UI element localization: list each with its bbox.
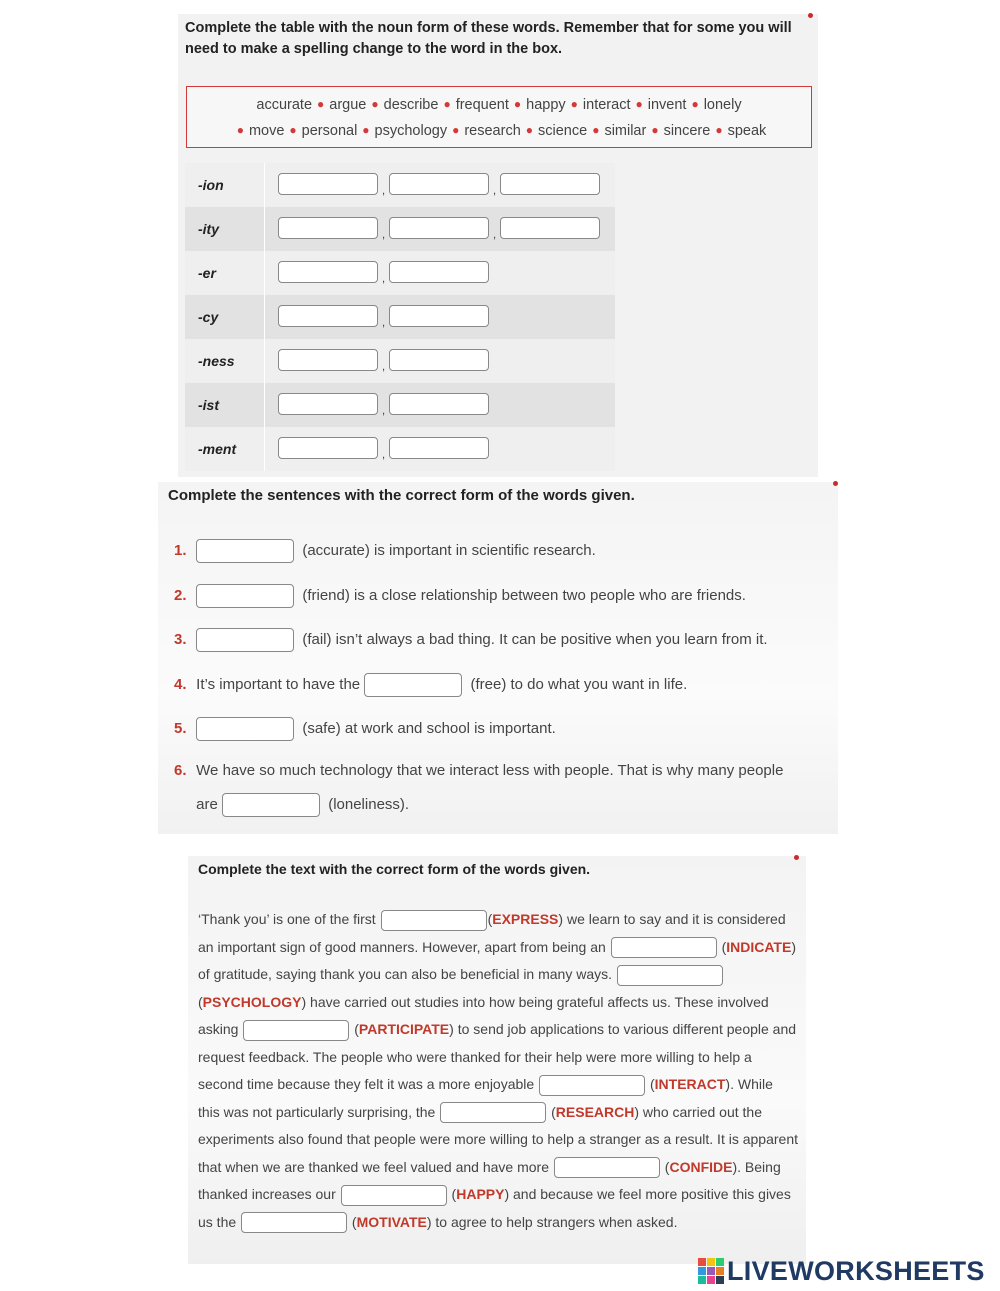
word-bank-word: describe [383,97,439,113]
answer-blank[interactable] [389,393,489,415]
gap-fill-text: ‘Thank you’ is one of the first (EXPRESS) we learn to say and it is considered an important sign of good manners. However, apart from being an (INDICATE) of gratitude, saying thank you can also be beneficial in many ways. (PSYCHOLOGY) have carried out studies into how being grateful affects us. These involved asking (PARTICIPATE) to send job applications to various different people and request feedback. The people who were thanked for their help were more willing to help a second time because they felt it was a more enjoyable (INTERACT). While this was not particularly surprising, the (RESEARCH) who carried out the experiments also found that people were more willing to help a stranger as a result. It is apparent that when we are thanked we feel valued and have more (CONFIDE). Being thanked increases our (HAPPY) and because we feel more positive this gives us the (MOTIVATE) to agree to help strangers when asked. [198,906,798,1236]
sentence-text: (loneliness). [328,795,410,813]
bullet-icon: ● [452,123,460,137]
text-segment: have carried out studies into how being grateful affects us. These involved asking [198,993,769,1037]
suffix-row [185,163,615,207]
keyword: RESEARCH [555,1103,635,1120]
sentence-4 [174,673,687,697]
separator: , [381,227,386,242]
sentence-5 [174,717,556,741]
suffix-row [185,295,615,339]
suffix-answers [265,163,616,207]
suffix-row [185,383,615,427]
sentence-text: We have so much technology that we interact less with people. That is why many people [196,762,784,779]
keyword: PARTICIPATE [358,1021,450,1037]
word-bank-word: speak [727,123,767,139]
answer-blank[interactable] [222,793,320,817]
word-bank-word: accurate [256,97,313,113]
answer-blank[interactable] [389,173,489,195]
suffix-answers [265,207,616,251]
keyword: CONFIDE [669,1158,733,1175]
sentence-3 [174,628,768,652]
word-bank-word: argue [329,97,367,113]
sentence-text: (friend) is a close relationship between two people who are friends. [302,586,746,604]
suffix-row [185,251,615,295]
answer-blank[interactable] [241,1212,347,1233]
answer-blank[interactable] [539,1075,645,1096]
sentence-text: (accurate) is important in scientific research. [302,541,596,559]
answer-blank[interactable] [243,1020,349,1041]
word-bank-word: interact [582,97,631,113]
answer-blank[interactable] [381,910,487,931]
suffix-row [185,339,615,383]
word-bank-word: science [538,123,588,139]
answer-blank[interactable] [364,673,462,697]
word-bank-word: invent [647,97,687,113]
logo-icon [698,1258,724,1284]
sentence-text: (fail) isn’t always a bad thing. It can be positive when you learn from it. [302,630,768,648]
word-bank-word: happy [526,97,566,113]
suffix-table [185,163,615,471]
sentence-text: are [196,795,218,813]
answer-blank[interactable] [389,437,489,459]
word-bank-word: personal [301,123,358,139]
word-bank-word: move [248,123,285,139]
text-segment: . Being thanked increases our [198,1158,781,1202]
text-segment: to agree to help strangers when asked. [435,1213,678,1230]
word-bank-word: similar [604,123,647,139]
answer-blank[interactable] [196,584,294,608]
bullet-icon: ● [371,97,379,111]
answer-blank[interactable] [389,349,489,371]
bullet-icon: ● [513,97,522,111]
answer-blank[interactable] [196,539,294,563]
text-segment: . While this was not particularly surprising, the [198,1076,773,1120]
suffix-row [185,427,615,471]
answer-blank[interactable] [389,305,489,327]
separator: , [381,271,386,286]
sentence-number: 4. [174,675,187,693]
suffix-answers [265,427,616,471]
bullet-icon: ● [525,123,534,137]
answer-blank[interactable] [278,393,378,415]
suffix-label: -ist [185,383,265,427]
separator: , [381,447,386,462]
keyword: HAPPY [456,1186,505,1202]
word-bank-word: sincere [663,123,711,139]
bullet-icon: ● [691,97,699,111]
exercise-3-instruction: Complete the text with the correct form of the words given. [198,861,591,877]
answer-blank[interactable] [500,217,600,239]
exercise-3-panel [188,856,806,1264]
suffix-label: -cy [185,295,265,339]
corner-mark [833,481,838,486]
word-bank [186,86,812,148]
text-segment: who carried out the experiments also found that people were more willing to help a stranger as a result. It is apparent that when we are thanked we feel valued and have more [198,1103,798,1175]
answer-blank[interactable] [389,217,489,239]
sentence-text: It’s important to have the [196,675,361,693]
sentence-number: 3. [174,630,187,648]
suffix-label: -ity [185,207,265,251]
suffix-answers [265,295,616,339]
suffix-answers [265,251,616,295]
word-bank-word: research [464,123,521,139]
keyword: EXPRESS [492,911,559,927]
bullet-icon: ● [362,123,370,137]
answer-blank[interactable] [278,173,378,195]
text-segment: of gratitude, saying thank you can also be beneficial in many ways. [198,966,613,982]
word-bank-word: psychology [374,123,448,139]
bullet-icon: ● [289,123,297,137]
text-segment: to send job applications to various different people and request feedback. The people who were thanked for their help were more willing to help a second time because they felt it was a more enjoyable [198,1021,797,1092]
separator: , [381,359,386,374]
answer-blank[interactable] [617,965,723,986]
bullet-icon: ● [236,123,244,137]
bullet-icon: ● [317,97,325,111]
exercise-1-panel [178,14,818,477]
sentence-6 [174,762,783,779]
separator: , [492,183,497,198]
answer-blank[interactable] [278,261,378,283]
answer-blank[interactable] [611,937,717,958]
suffix-label: -ness [185,339,265,383]
answer-blank[interactable] [278,305,378,327]
word-bank-row [187,92,811,118]
answer-blank[interactable] [554,1157,660,1178]
sentence-1 [174,539,596,563]
answer-blank[interactable] [196,628,294,652]
answer-blank[interactable] [278,437,378,459]
sentence-2 [174,584,746,608]
answer-blank[interactable] [500,173,600,195]
suffix-answers [265,383,616,427]
bullet-icon: ● [715,123,723,137]
sentence-6-continued [174,793,409,817]
answer-blank[interactable] [278,349,378,371]
bullet-icon: ● [635,97,643,111]
bullet-icon: ● [651,123,659,137]
suffix-label: -ment [185,427,265,471]
liveworksheets-logo [698,1256,985,1286]
keyword: INDICATE [726,938,792,955]
logo-text: LIVEWORKSHEETS [727,1255,985,1286]
bullet-icon: ● [570,97,578,111]
sentence-number: 6. [174,762,187,779]
bullet-icon: ● [443,97,451,111]
sentence-number: 5. [174,719,187,737]
answer-blank[interactable] [278,217,378,239]
answer-blank[interactable] [389,261,489,283]
suffix-label: -er [185,251,265,295]
keyword: INTERACT [654,1076,726,1092]
sentence-text: (safe) at work and school is important. [302,719,556,737]
bullet-icon: ● [592,123,600,137]
word-bank-row [187,118,811,144]
exercise-2-panel [158,482,838,834]
separator: , [381,315,386,330]
sentence-number: 1. [174,541,187,559]
separator: , [492,227,497,242]
separator: , [381,183,386,198]
answer-blank[interactable] [440,1102,546,1123]
answer-blank[interactable] [196,717,294,741]
keyword: MOTIVATE [356,1213,427,1230]
suffix-row [185,207,615,251]
suffix-label: -ion [185,163,265,207]
word-bank-word: lonely [703,97,742,113]
text-segment: ‘Thank you’ is one of the first [198,911,376,927]
separator: , [381,403,386,418]
text-segment: and because we feel more positive this gives us the [198,1186,791,1230]
corner-mark [794,855,799,860]
sentence-text: (free) to do what you want in life. [470,675,688,693]
exercise-1-instruction: Complete the table with the noun form of these words. Remember that for some you will need to make a spelling change to the word in the box. [185,20,792,57]
suffix-answers [265,339,616,383]
answer-blank[interactable] [341,1185,447,1206]
keyword: PSYCHOLOGY [202,993,302,1010]
exercise-2-instruction: Complete the sentences with the correct form of the words given. [168,487,635,504]
word-bank-word: frequent [455,97,509,113]
sentence-number: 2. [174,586,187,604]
text-segment: we learn to say and it is considered an important sign of good manners. However, apart from being an [198,911,786,955]
